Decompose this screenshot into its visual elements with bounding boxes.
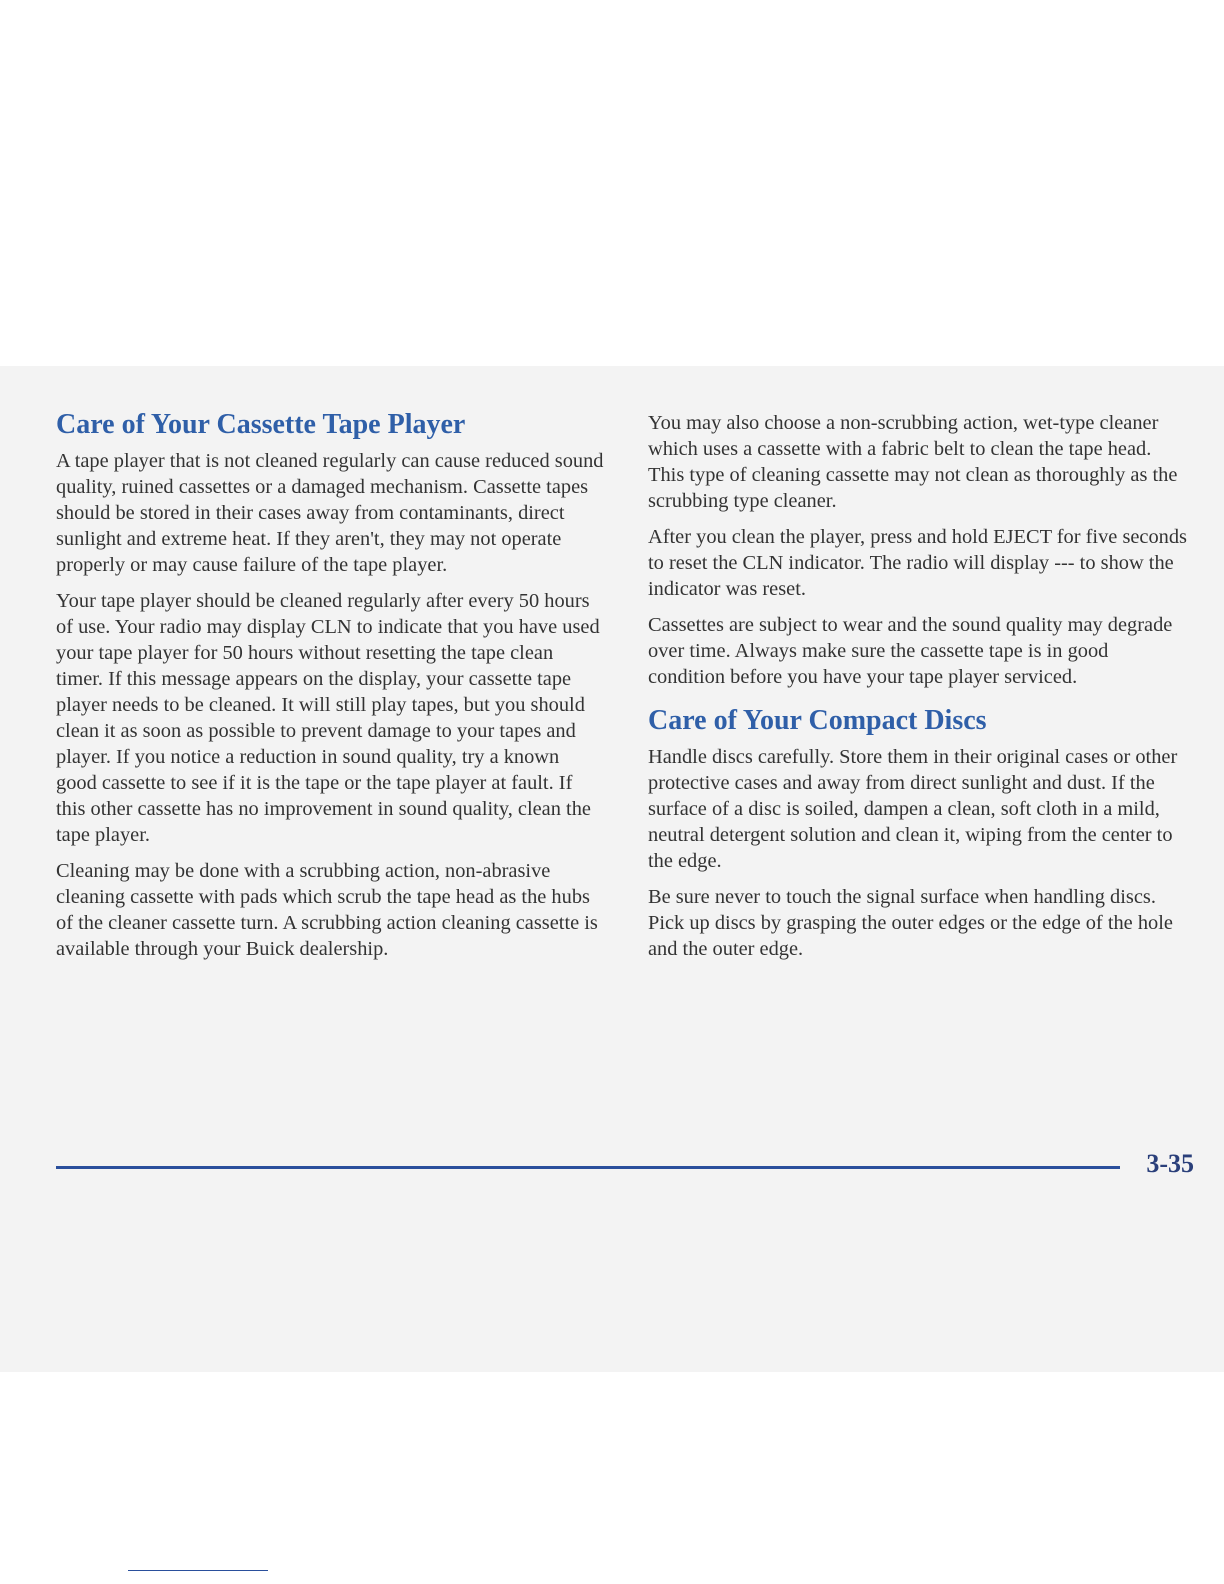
- reset-cln-paragraph: After you clean the player, press and hold EJECT for five seconds to reset the CLN indicator. The radio will display --- to show the indicator was reset.: [648, 526, 1187, 600]
- compact-disc-care-heading: Care of Your Compact Discs: [648, 705, 987, 736]
- right-column: [648, 410, 1188, 972]
- footer-rule: [56, 1166, 1120, 1169]
- cassette-care-heading: Care of Your Cassette Tape Player: [56, 409, 466, 440]
- cassette-care-paragraph-1: A tape player that is not cleaned regularly can cause reduced sound quality, ruined cassettes or a damaged mechanism. Cassette tapes should be stored in their cases away from contaminants, direct sunlight and extreme heat. If they aren't, they may not operate properly or may cause failure of the tape player.: [56, 450, 604, 576]
- bottom-underline-mark: [128, 1570, 268, 1571]
- page-number: 3-35: [1146, 1149, 1194, 1178]
- disc-signal-surface-paragraph: Be sure never to touch the signal surface when handling discs. Pick up discs by grasping the outer edges or the edge of the hole and the outer edge.: [648, 886, 1173, 960]
- cassette-wear-paragraph: Cassettes are subject to wear and the sound quality may degrade over time. Always make sure the cassette tape is in good condition before you have your tape player serviced.: [648, 614, 1173, 688]
- cassette-care-paragraph-3: Cleaning may be done with a scrubbing action, non-abrasive cleaning cassette with pads which scrub the tape head as the hubs of the cleaner cassette turn. A scrubbing action cleaning cassette is available through your Buick dealership.: [56, 860, 598, 960]
- wet-cleaner-paragraph: You may also choose a non-scrubbing action, wet-type cleaner which uses a cassette with a fabric belt to clean the tape head. This type of cleaning cassette may not clean as thoroughly as the scrubbing type cleaner.: [648, 412, 1178, 512]
- manual-page: [0, 366, 1224, 1372]
- left-column: [56, 408, 604, 972]
- cassette-care-paragraph-2: Your tape player should be cleaned regularly after every 50 hours of use. Your radio may display CLN to indicate that you have used your tape player for 50 hours without resetting the tape clean timer. If this message appears on the display, your cassette tape player needs to be cleaned. It will still play tapes, but you should clean it as soon as possible to prevent damage to your tapes and player. If you notice a reduction in sound quality, try a known good cassette to see if it is the tape or the tape player at fault. If this other cassette has no improvement in sound quality, clean the tape player.: [56, 590, 600, 846]
- disc-handling-paragraph: Handle discs carefully. Store them in their original cases or other protective cases and away from direct sunlight and dust. If the surface of a disc is soiled, dampen a clean, soft cloth in a mild, neutral detergent solution and clean it, wiping from the center to the edge.: [648, 746, 1178, 872]
